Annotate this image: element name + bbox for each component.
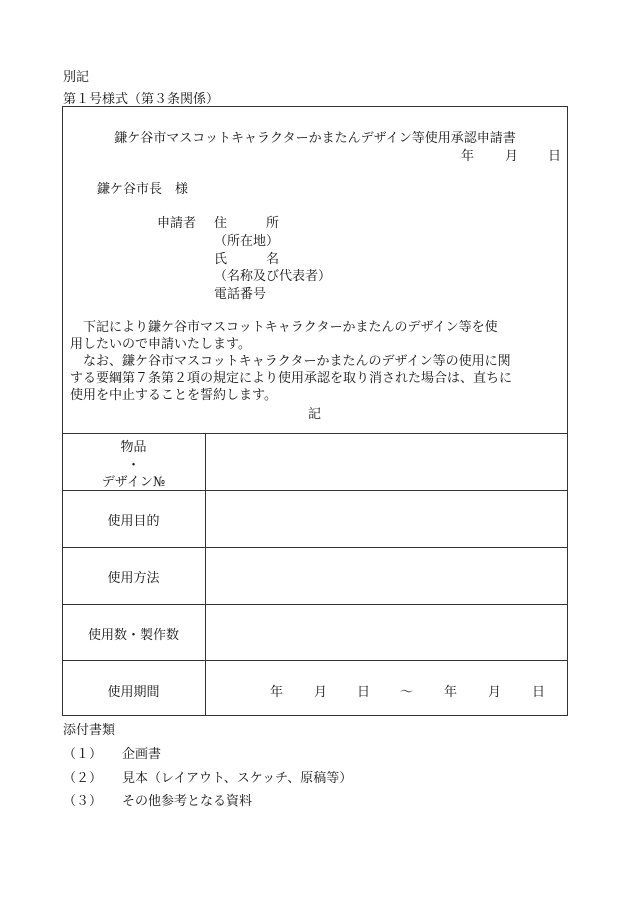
ki-heading: 記 (308, 407, 322, 422)
attachment-number: （３） (63, 794, 103, 809)
body-paragraph-2-line-2: する要綱第７条第２項の規定により使用承認を取り消された場合は、直ちに (70, 371, 513, 386)
period-end-day: 日 (532, 685, 546, 700)
body-paragraph-1-line-1: 下記により鎌ケ谷市マスコットキャラクターかまたんのデザイン等を使 (70, 320, 498, 335)
table-row-line (62, 660, 568, 661)
name-label: 氏 名 (214, 252, 280, 267)
body-paragraph-2-line-3: 使用を中止することを誓約します。 (70, 388, 277, 403)
quantity-label: 使用数・製作数 (87, 628, 179, 643)
period-tilde: ～ (400, 685, 414, 700)
attachment-number: （１） (63, 747, 103, 762)
appendix-note: 別記 (63, 70, 90, 85)
name-sub-label: （名称及び代表者） (214, 269, 332, 284)
applicant-label: 申請者 (157, 216, 197, 231)
design-number-label: デザイン№ (101, 475, 166, 490)
product-label: 物品 (120, 440, 147, 455)
attachment-item: 企画書 (122, 747, 162, 762)
date-day: 日 (548, 149, 562, 164)
attachment-item: その他参考となる資料 (122, 794, 253, 809)
period-end-year: 年 (444, 685, 458, 700)
method-field[interactable] (206, 548, 567, 604)
attachment-number: （２） (63, 771, 103, 786)
period-label: 使用期間 (107, 685, 160, 700)
product-design-number-field[interactable] (206, 434, 567, 490)
address-label: 住 所 (214, 216, 280, 231)
purpose-field[interactable] (206, 491, 567, 547)
product-separator: ・ (126, 458, 140, 473)
form-number: 第１号様式（第３条関係） (63, 92, 220, 107)
body-paragraph-2-line-1: なお、鎌ケ谷市マスコットキャラクターかまたんのデザイン等の使用に関 (70, 354, 511, 369)
quantity-field[interactable] (206, 605, 567, 660)
period-end-month: 月 (488, 685, 502, 700)
period-start-day: 日 (357, 685, 371, 700)
body-paragraph-1-line-2: 用したいので申請いたします。 (70, 337, 251, 352)
address-sub-label: （所在地） (214, 234, 280, 249)
attachments-heading: 添付書類 (63, 723, 116, 738)
date-year: 年 (461, 149, 475, 164)
purpose-label: 使用目的 (107, 514, 160, 529)
date-month: 月 (505, 149, 519, 164)
method-label: 使用方法 (107, 571, 160, 586)
attachment-item: 見本（レイアウト、スケッチ、原稿等） (122, 771, 353, 786)
period-start-month: 月 (314, 685, 328, 700)
form-title: 鎌ケ谷市マスコットキャラクターかまたんデザイン等使用承認申請書 (114, 131, 516, 146)
addressee: 鎌ケ谷市長 様 (97, 182, 189, 197)
phone-label: 電話番号 (214, 287, 267, 302)
period-start-year: 年 (270, 685, 284, 700)
